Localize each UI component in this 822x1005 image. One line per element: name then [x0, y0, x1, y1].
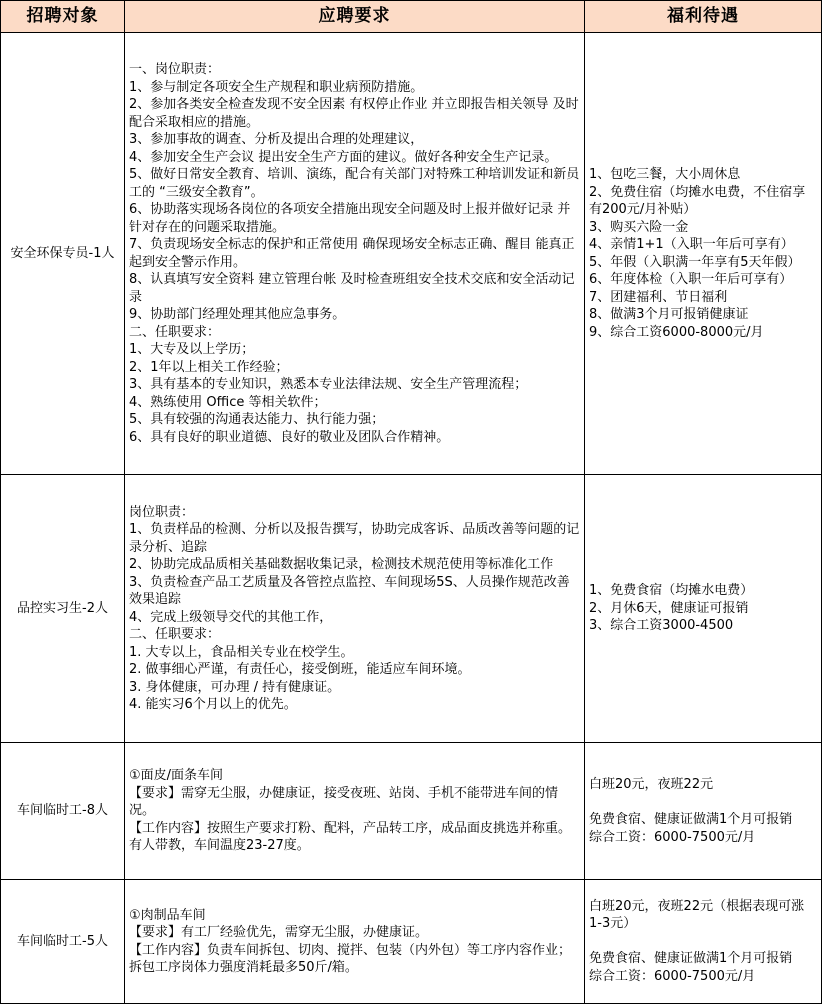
- requirement-line: 3、负责检查产品工艺质量及各管控点监控、车间现场5S、人员操作规范改善效果追踪: [129, 574, 570, 607]
- benefit-line: 白班20元，夜班22元（根据表现可涨1-3元）: [589, 898, 805, 932]
- requirement-line: 5、做好日常安全教育、培训、演练，配合有关部门对特殊工种培训发证和新员工的 “三级安全教育”。: [129, 167, 580, 200]
- benefit-line: 1、包吃三餐，大小周休息: [589, 167, 741, 182]
- requirement-line: 2、参加各类安全检查发现不安全因素 有权停止作业 并立即报告相关领导 及时配合采取相应的措施。: [129, 97, 579, 130]
- job-benefits: [585, 880, 822, 1004]
- job-target: 安全环保专员-1人: [1, 33, 125, 475]
- benefit-line: 2、免费住宿（均摊水电费，不住宿享有200元/月补贴）: [589, 184, 806, 217]
- table-row: [1, 880, 822, 1004]
- job-requirements: [125, 475, 585, 743]
- requirement-line: 9、协助部门经理处理其他应急事务。: [129, 307, 346, 322]
- requirement-line: 1、负责样品的检测、分析以及报告撰写，协助完成客诉、品质改善等问题的记录分析、追踪: [129, 522, 580, 555]
- benefit-line: [589, 794, 817, 812]
- table-row: [1, 475, 822, 743]
- table-row: [1, 743, 822, 880]
- benefit-line: 3、购买六险一金: [589, 219, 689, 235]
- requirement-line: 4. 能实习6个月以上的优先。: [129, 697, 297, 712]
- requirement-line: 3、参加事故的调查、分析及提出合理的处理建议，: [129, 132, 424, 147]
- benefit-line: 4、亲情1+1（入职一年后可享有）: [589, 237, 794, 252]
- requirement-line: 4、完成上级领导交代的其他工作，: [129, 609, 333, 625]
- job-target: 品控实习生-2人: [1, 475, 125, 743]
- requirement-line: 岗位职责：: [129, 504, 195, 520]
- benefit-line: 免费食宿、健康证做满1个月可报销: [589, 951, 793, 967]
- job-requirements: [125, 33, 585, 475]
- requirement-line: 二、任职要求：: [129, 324, 221, 340]
- benefit-line: 免费食宿、健康证做满1个月可报销: [589, 812, 793, 827]
- requirement-line: 4、熟练使用 Office 等相关软件；: [129, 394, 327, 410]
- requirement-line: 4、参加安全生产会议 提出安全生产方面的建议。做好各种安全生产记录。: [129, 149, 558, 165]
- benefit-line: 1、免费食宿（均摊水电费）: [589, 583, 754, 599]
- requirement-line: ①肉制品车间: [129, 907, 206, 923]
- requirement-line: 7、负责现场安全标志的保护和正常使用 确保现场安全标志正确、醒目 能真正起到安全警示作用。: [129, 237, 575, 270]
- requirement-line: 1、大专及以上学历；: [129, 342, 255, 357]
- requirement-line: 【工作内容】按照生产要求打粉、配料，产品转工序，成品面皮挑选并称重。有人带教，车间温度23-27度。: [129, 820, 572, 854]
- benefit-line: 5、年假（入职满一年享有5天年假）: [589, 254, 801, 270]
- requirement-line: 3、具有基本的专业知识，熟悉本专业法律法规、安全生产管理流程；: [129, 377, 528, 392]
- job-target: 车间临时工-5人: [1, 880, 125, 1004]
- header-benefits: 福利待遇: [585, 1, 822, 33]
- benefit-line: 3、综合工资3000-4500: [589, 618, 734, 634]
- requirement-line: 8、认真填写安全资料 建立管理台帐 及时检查班组安全技术交底和安全活动记录: [129, 272, 575, 305]
- table-row: [1, 33, 822, 475]
- job-benefits: [585, 33, 822, 475]
- requirement-line: 2、协助完成品质相关基础数据收集记录，检测技术规范使用等标准化工作: [129, 557, 554, 572]
- benefit-line: 6、年度体检（入职一年后可享有）: [589, 272, 793, 287]
- job-target: 车间临时工-8人: [1, 743, 125, 880]
- requirement-line: 2. 做事细心严谨，有责任心，接受倒班，能适应车间环境。: [129, 662, 471, 677]
- requirement-line: 1、参与制定各项安全生产规程和职业病预防措施。: [129, 79, 424, 95]
- job-requirements: [125, 880, 585, 1004]
- requirement-line: 【要求】有工厂经验优先，需穿无尘服，办健康证。: [129, 925, 429, 940]
- benefit-line: 8、做满3个月可报销健康证: [589, 307, 749, 322]
- header-requirements: 应聘要求: [125, 1, 585, 33]
- requirement-line: 2、1年以上相关工作经验；: [129, 359, 289, 375]
- benefit-line: 9、综合工资6000-8000元/月: [589, 324, 764, 340]
- requirement-line: 6、具有良好的职业道德、良好的敬业及团队合作精神。: [129, 429, 450, 445]
- benefit-line: 白班20元，夜班22元: [589, 777, 714, 792]
- requirement-line: ①面皮/面条车间: [129, 768, 224, 784]
- benefit-line: 综合工资：6000-7500元/月: [589, 968, 756, 984]
- header-target: 招聘对象: [1, 1, 125, 33]
- header-row: [1, 1, 822, 33]
- requirement-line: 3. 身体健康，可办理 / 持有健康证。: [129, 679, 341, 695]
- requirement-line: 【要求】需穿无尘服，办健康证，接受夜班、站岗、手机不能带进车间的情况。: [129, 785, 559, 819]
- benefit-line: [589, 933, 817, 951]
- requirement-line: 5、具有较强的沟通表达能力、执行能力强；: [129, 412, 385, 427]
- requirement-line: 1. 大专以上，食品相关专业在校学生。: [129, 644, 354, 660]
- job-benefits: [585, 743, 822, 880]
- requirement-line: 二、任职要求：: [129, 627, 221, 642]
- benefit-line: 7、团建福利、节日福利: [589, 289, 728, 305]
- benefit-line: 2、月休6天，健康证可报销: [589, 600, 749, 616]
- requirement-line: 一、岗位职责：: [129, 62, 221, 77]
- requirement-line: 6、协助落实现场各岗位的各项安全措施出现安全问题及时上报并做好记录 并针对存在的问题采取措施。: [129, 202, 571, 235]
- benefit-line: 综合工资：6000-7500元/月: [589, 829, 756, 845]
- requirement-line: 【工作内容】负责车间拆包、切肉、搅拌、包装（内外包）等工序内容作业；拆包工序岗体力强度消耗最多50斤/箱。: [129, 942, 572, 975]
- job-requirements: [125, 743, 585, 880]
- job-benefits: [585, 475, 822, 743]
